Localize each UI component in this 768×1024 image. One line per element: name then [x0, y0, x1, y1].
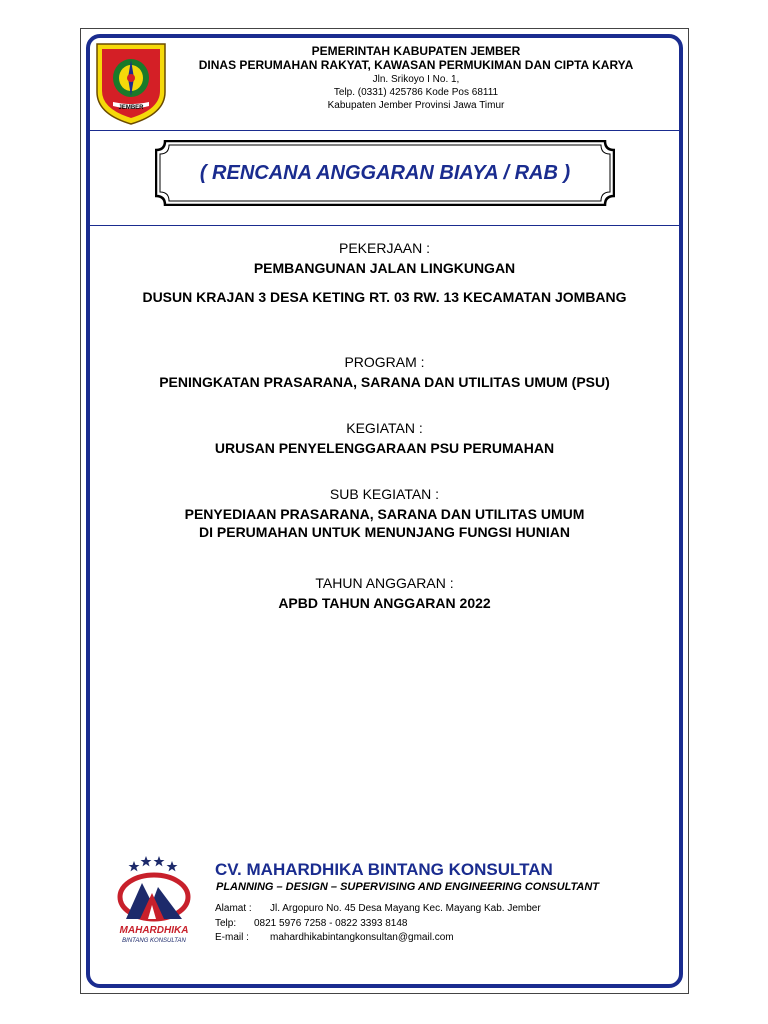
sub-kegiatan-value-1: PENYEDIAAN PRASARANA, SARANA DAN UTILITAS UMUM	[184, 506, 585, 522]
consultant-phone-row	[215, 917, 675, 932]
pekerjaan-label: PEKERJAAN :	[338, 240, 431, 256]
email-value: mahardhikabintangkonsultan@gmail.com	[270, 932, 454, 943]
program-label: PROGRAM :	[344, 354, 425, 370]
tahun-section	[90, 574, 679, 612]
consultant-info	[215, 860, 675, 946]
address-value: Jl. Argopuro No. 45 Desa Mayang Kec. Mayang Kab. Jember	[270, 903, 541, 914]
mahardhika-logo	[112, 853, 200, 945]
kegiatan-value: URUSAN PENYELENGGARAAN PSU PERUMAHAN	[214, 440, 555, 456]
email-key: E-mail :	[215, 932, 249, 943]
logo-subtitle: BINTANG KONSULTAN	[122, 938, 186, 944]
tahun-label: TAHUN ANGGARAN :	[315, 575, 454, 591]
title-divider	[90, 225, 679, 226]
agency-header	[170, 44, 662, 112]
pekerjaan-section	[90, 239, 679, 306]
crest-text: JEMBER	[118, 105, 144, 111]
agency-phone: Telp. (0331) 425786 Kode Pos 68111	[333, 87, 499, 98]
document-title: ( RENCANA ANGGARAN BIAYA / RAB )	[199, 161, 571, 184]
program-section	[90, 353, 679, 391]
phone-value: 0821 5976 7258 - 0822 3393 8148	[254, 917, 408, 929]
agency-name: DINAS PERUMAHAN RAKYAT, KAWASAN PERMUKIMAN DAN CIPTA KARYA	[198, 58, 634, 72]
jember-crest-logo	[93, 40, 169, 126]
consultant-email-row	[215, 931, 675, 946]
consultant-name: CV. MAHARDHIKA BINTANG KONSULTAN	[215, 860, 553, 879]
phone-key: Telp:	[215, 917, 237, 929]
consultant-tagline: PLANNING – DESIGN – SUPERVISING AND ENGINEERING CONSULTANT	[216, 881, 600, 893]
agency-address: Jln. Srikoyo I No. 1,	[372, 74, 460, 85]
logo-name: MAHARDHIKA	[119, 925, 189, 936]
tahun-value: APBD TAHUN ANGGARAN 2022	[278, 595, 491, 611]
kegiatan-label: KEGIATAN :	[346, 420, 423, 436]
address-key: Alamat :	[215, 903, 252, 914]
sub-kegiatan-section	[90, 485, 679, 541]
pekerjaan-location: DUSUN KRAJAN 3 DESA KETING RT. 03 RW. 13 KECAMATAN JOMBANG	[142, 289, 627, 305]
program-value: PENINGKATAN PRASARANA, SARANA DAN UTILITAS UMUM (PSU)	[159, 374, 610, 390]
agency-region: Kabupaten Jember Provinsi Jawa Timur	[327, 100, 505, 111]
consultant-contact	[215, 902, 675, 946]
document-title-box	[155, 140, 615, 206]
pekerjaan-value: PEMBANGUNAN JALAN LINGKUNGAN	[253, 260, 516, 276]
sub-kegiatan-value-2: DI PERUMAHAN UNTUK MENUNJANG FUNGSI HUNIAN	[199, 524, 570, 540]
sub-kegiatan-label: SUB KEGIATAN :	[329, 486, 440, 502]
consultant-address-row	[215, 902, 675, 917]
header-divider	[90, 130, 679, 131]
kegiatan-section	[90, 419, 679, 457]
government-name: PEMERINTAH KABUPATEN JEMBER	[311, 44, 521, 58]
